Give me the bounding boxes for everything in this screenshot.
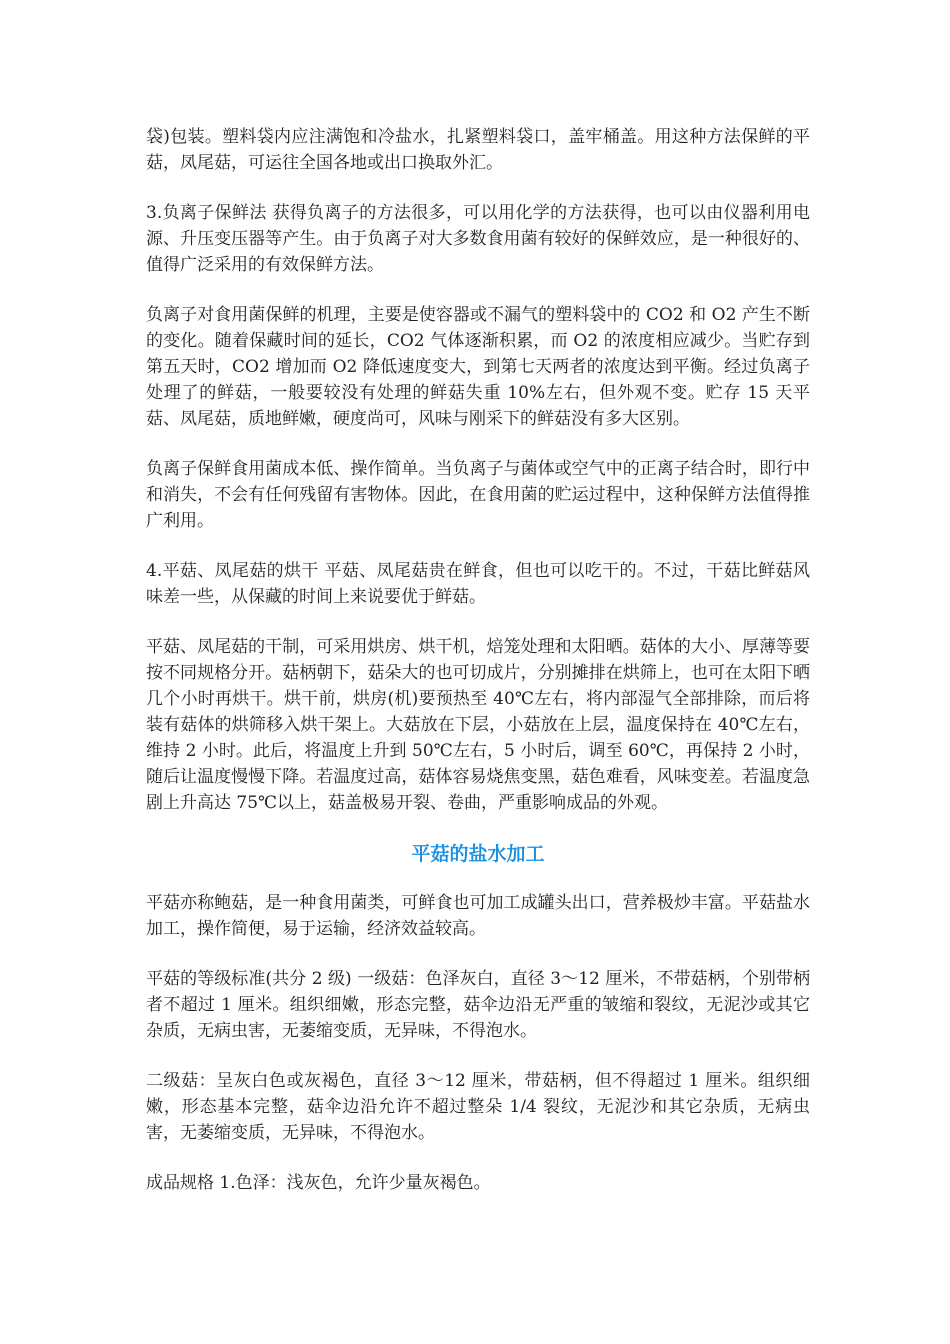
paragraph-grade-one-standard: 平菇的等级标准(共分 2 级) 一级菇：色泽灰白，直径 3～12 厘米，不带菇柄，个别带柄者不超过 1 厘米。组织细嫩，形态完整，菇伞边沿无严重的皱缩和裂纹，无泥沙或其它杂质，无病虫害，无萎缩变质，无异味，不得泡水。 [146,969,810,1041]
paragraph-salt-water-packaging: 袋)包装。塑料袋内应注满饱和冷盐水，扎紧塑料袋口，盖牢桶盖。用这种方法保鲜的平菇，凤尾菇，可运往全国各地或出口换取外汇。 [146,127,810,173]
paragraph-negative-ion-mechanism: 负离子对食用菌保鲜的机理，主要是使容器或不漏气的塑料袋中的 CO2 和 O2 产生不断的变化。随着保藏时间的延长，CO2 气体逐渐积累，而 O2 的浓度相应减少。当贮存到第五天时，CO2 增加而 O2 降低速度变大，到第七天两者的浓度达到平衡。经过负离子处理了的鲜菇，一般要较没有处理的鲜菇失重 10%左右，但外观不变。贮存 15 天平菇、凤尾菇，质地鲜嫩，硬度尚可，风味与刚采下的鲜菇没有多大区别。 [146,305,810,429]
section-title: 平菇的盐水加工 [411,843,545,865]
paragraph-negative-ion-method: 3.负离子保鲜法 获得负离子的方法很多，可以用化学的方法获得，也可以由仪器利用电源、升压变压器等产生。由于负离子对大多数食用菌有较好的保鲜效应，是一种很好的、值得广泛采用的有效保鲜方法。 [146,203,810,275]
paragraph-grade-two-standard: 二级菇：呈灰白色或灰褐色，直径 3～12 厘米，带菇柄，但不得超过 1 厘米。组织细嫩，形态基本完整，菇伞边沿允许不超过整朵 1/4 裂纹，无泥沙和其它杂质，无病虫害，无萎缩变质，无异味，不得泡水。 [146,1071,810,1143]
paragraph-drying-intro: 4.平菇、凤尾菇的烘干 平菇、凤尾菇贵在鲜食，但也可以吃干的。不过，干菇比鲜菇风味差一些，从保藏的时间上来说要优于鲜菇。 [146,561,810,607]
paragraph-negative-ion-cost: 负离子保鲜食用菌成本低、操作简单。当负离子与菌体或空气中的正离子结合时，即行中和消失，不会有任何残留有害物体。因此，在食用菌的贮运过程中，这种保鲜方法值得推广利用。 [146,459,810,531]
paragraph-drying-process: 平菇、凤尾菇的干制，可采用烘房、烘干机，焙笼处理和太阳晒。菇体的大小、厚薄等要按不同规格分开。菇柄朝下，菇朵大的也可切成片，分别摊排在烘筛上，也可在太阳下晒几个小时再烘干。烘干前，烘房(机)要预热至 40℃左右，将内部湿气全部排除，而后将装有菇体的烘筛移入烘干架上。大菇放在下层，小菇放在上层，温度保持在 40℃左右，维持 2 小时。此后，将温度上升到 50℃左右，5 小时后，调至 60℃，再保持 2 小时，随后让温度慢慢下降。若温度过高，菇体容易烧焦变黑，菇色难看，风味变差。若温度急剧上升高达 75℃以上，菇盖极易开裂、卷曲，严重影响成品的外观。 [146,637,810,813]
paragraph-oyster-mushroom-intro: 平菇亦称鲍菇，是一种食用菌类，可鲜食也可加工成罐头出口，营养极炒丰富。平菇盐水加工，操作简便，易于运输，经济效益较高。 [146,893,810,939]
document-body [146,124,810,1220]
paragraph-product-spec: 成品规格 1.色泽：浅灰色，允许少量灰褐色。 [146,1173,491,1193]
